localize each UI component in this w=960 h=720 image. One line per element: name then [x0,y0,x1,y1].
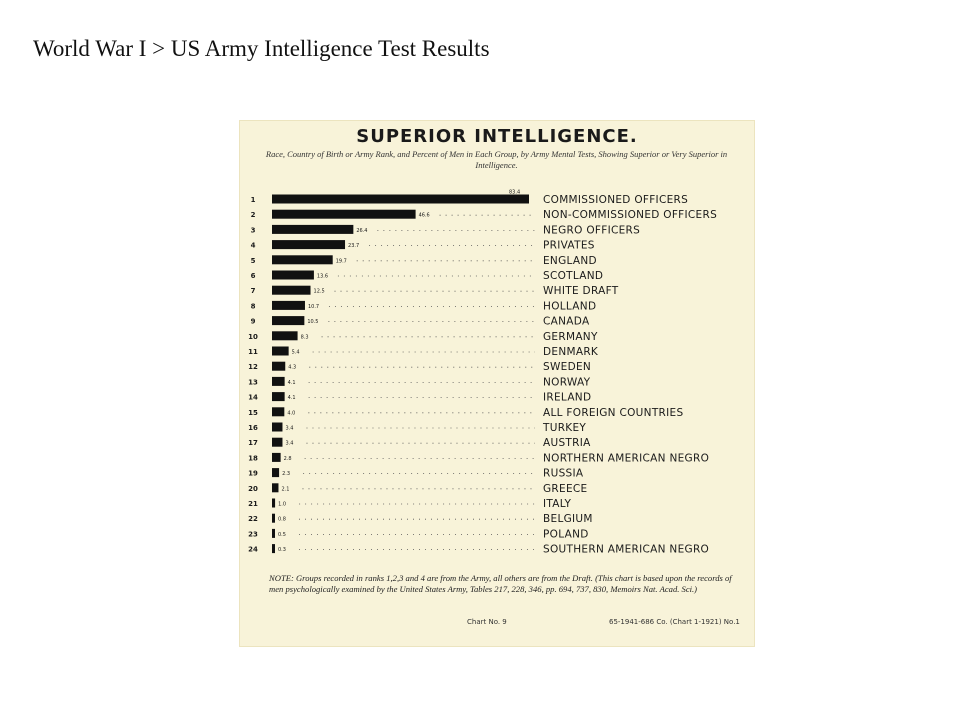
bar [272,301,305,310]
value-label: 83.4 [509,189,521,196]
bar [272,544,275,553]
chart-code: 65-1941-686 Co. (Chart 1-1921) No.1 [609,618,740,626]
bar [272,316,304,325]
slide-title: World War I > US Army Intelligence Test Results [33,36,490,61]
rank-number: 13 [248,378,258,387]
category-label: IRELAND [543,391,592,404]
value-label: 0.8 [278,516,286,523]
value-label: 23.7 [348,243,360,250]
rank-number: 14 [248,393,258,402]
category-label: NORWAY [543,376,591,389]
value-label: 10.5 [307,319,319,326]
category-label: GERMANY [543,330,598,343]
category-label: PRIVATES [543,239,595,252]
category-label: NORTHERN AMERICAN NEGRO [543,452,710,465]
bar [272,347,289,356]
bar-chart [239,120,755,647]
rank-number: 21 [248,500,258,508]
category-label: SWEDEN [543,361,592,374]
rank-number: 18 [248,454,258,463]
value-label: 4.1 [287,379,296,386]
rank-number: 5 [250,256,256,265]
value-label: 3.4 [285,425,294,432]
bar [272,377,285,386]
bar [272,362,285,371]
rank-number: 17 [248,439,258,448]
bar [272,423,282,432]
rank-number: 11 [248,348,258,356]
value-label: 12.5 [313,288,325,295]
rank-number: 20 [248,484,258,493]
rank-number: 10 [248,332,258,341]
category-label: ALL FOREIGN COUNTRIES [543,406,684,419]
rank-number: 1 [250,196,256,204]
category-label: AUSTRIA [543,437,591,450]
value-label: 1.0 [278,501,287,508]
bar [272,255,333,264]
category-label: ITALY [543,498,572,510]
value-label: 2.1 [281,486,290,493]
value-label: 13.6 [316,273,329,280]
category-label: POLAND [543,528,589,541]
value-label: 3.4 [285,440,294,447]
bar [272,483,278,492]
rank-number: 3 [250,226,256,235]
value-label: 0.5 [278,531,286,538]
bar [272,195,529,204]
rank-number: 23 [248,530,258,539]
value-label: 0.3 [278,547,286,554]
category-label: SOUTHERN AMERICAN NEGRO [543,543,710,556]
category-label: NON-COMMISSIONED OFFICERS [543,209,718,222]
rank-number: 9 [250,317,256,326]
bar [272,499,275,508]
category-label: TURKEY [543,422,587,434]
rank-number: 12 [248,363,258,372]
bar [272,407,284,416]
rank-number: 19 [248,469,258,478]
value-label: 10.7 [307,303,320,310]
category-label: ENGLAND [543,254,597,267]
value-label: 2.3 [282,471,291,478]
bar [272,271,314,280]
bar [272,514,275,523]
category-label: DENMARK [543,346,599,358]
value-label: 4.1 [287,395,296,402]
category-label: HOLLAND [543,300,597,313]
chart-title: SUPERIOR INTELLIGENCE. [356,126,638,147]
category-label: WHITE DRAFT [543,285,619,298]
bar [272,210,416,219]
chart-scan-image [239,120,755,647]
bar [272,529,275,538]
rank-number: 8 [250,302,256,311]
rank-number: 6 [250,272,256,280]
value-label: 4.3 [288,364,297,371]
rank-number: 4 [250,241,256,250]
bar [272,331,298,340]
category-label: COMMISSIONED OFFICERS [543,194,689,206]
bar [272,453,281,462]
value-label: 8.3 [300,334,309,341]
value-label: 4.0 [287,410,296,417]
rank-number: 7 [250,287,256,296]
category-label: CANADA [543,315,590,328]
category-label: GREECE [543,482,588,495]
bar [272,286,311,295]
rank-number: 22 [248,515,258,524]
chart-note: NOTE: Groups recorded in ranks 1,2,3 and 4 are from the Army, all others are from the Draft. (This chart is based upon the records of men psychologically examined by the United States Army, Tables 217, 228, 346, pp. 694, 737, 830, Memoirs Nat. Acad. Sci.) [269,573,732,594]
value-label: 26.4 [356,227,368,234]
chart-number: Chart No. 9 [467,618,507,626]
bar [272,240,345,249]
bar [272,438,282,447]
bar [272,392,285,401]
rank-number: 24 [248,545,258,554]
category-label: SCOTLAND [543,270,604,282]
chart-subtitle: Race, Country of Birth or Army Rank, and Percent of Men in Each Group, by Army Mental Tests, Showing Superior or Very Superior in Intelligence. [265,149,728,170]
value-label: 5.4 [291,349,300,356]
rank-number: 15 [248,408,258,417]
bar [272,225,353,234]
rank-number: 16 [248,424,258,432]
category-label: BELGIUM [543,513,593,526]
value-label: 46.6 [418,212,430,219]
value-label: 2.8 [283,455,292,462]
category-label: NEGRO OFFICERS [543,224,641,237]
value-label: 19.7 [335,258,347,265]
rank-number: 2 [250,211,256,220]
category-label: RUSSIA [543,467,584,480]
bar [272,468,279,477]
